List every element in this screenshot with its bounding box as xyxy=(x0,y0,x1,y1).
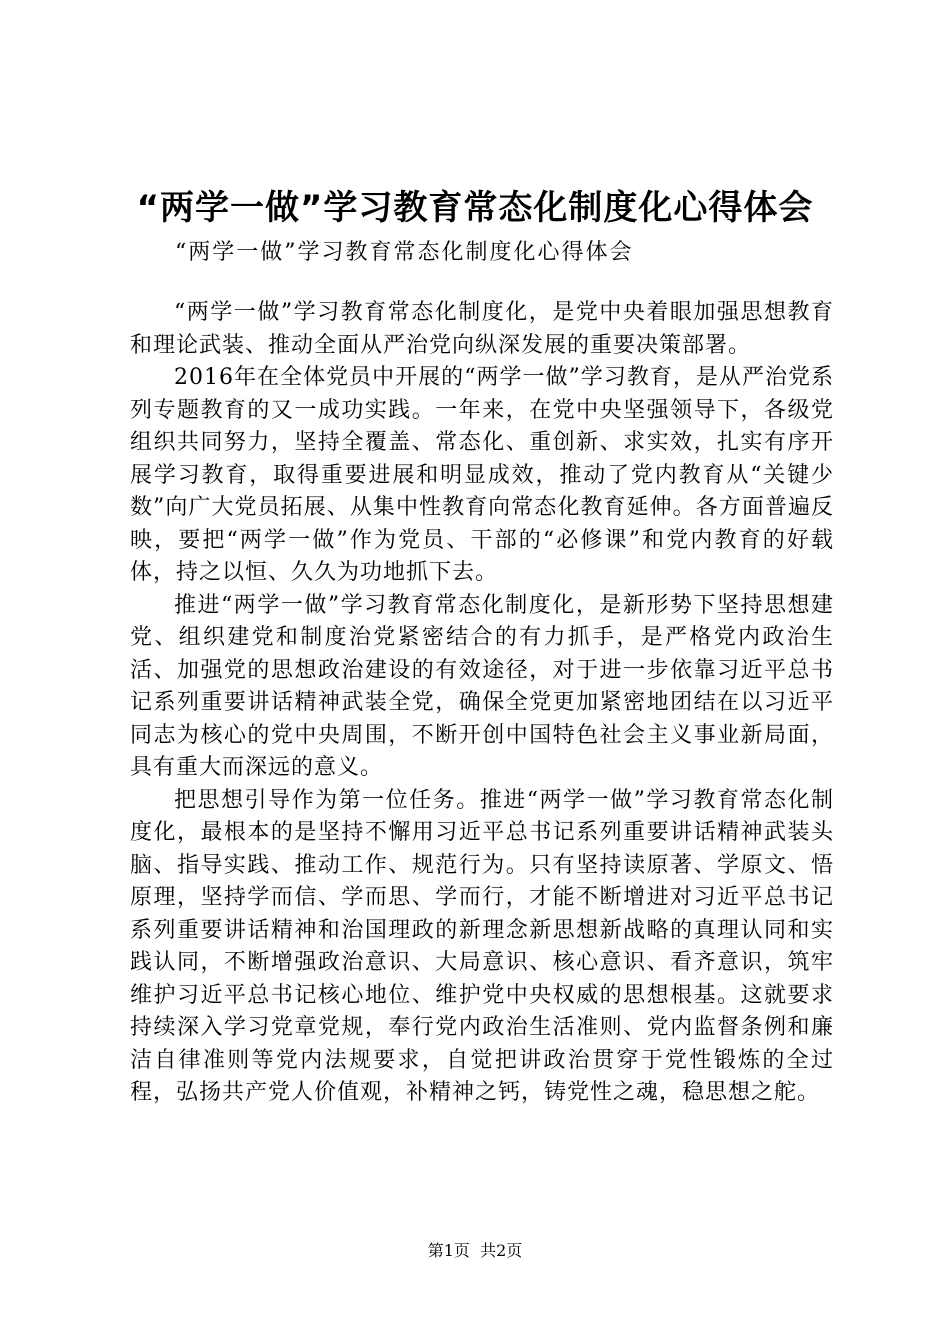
document-body xyxy=(130,297,834,1110)
paragraph: “两学一做”学习教育常态化制度化，是党中央着眼加强思想教育和理论武装、推动全面从严治党向纵深发展的重要决策部署。 xyxy=(130,300,834,358)
document-title: “两学一做”学习教育常态化制度化心得体会 xyxy=(136,188,814,228)
paragraph: 把思想引导作为第一位任务。推进“两学一做”学习教育常态化制度化，最根本的是坚持不懈用习近平总书记系列重要讲话精神武装头脑、指导实践、推动工作、规范行为。只有坚持读原著、学原文、悟原理，坚持学而信、学而思、学而行，才能不断增进对习近平总书记系列重要讲话精神和治国理政的新理念新思想新战略的真理认同和实践认同，不断增强政治意识、大局意识、核心意识、看齐意识，筑牢维护习近平总书记核心地位、维护党中央权威的思想根基。这就要求持续深入学习党章党规，奉行党内政治生活准则、党内监督条例和廉洁自律准则等党内法规要求，自觉把讲政治贯穿于党性锻炼的全过程，弘扬共产党人价值观，补精神之钙，铸党性之魂，稳思想之舵。 xyxy=(130,787,834,1105)
paragraph: 推进“两学一做”学习教育常态化制度化，是新形势下坚持思想建党、组织建党和制度治党紧密结合的有力抓手，是严格党内政治生活、加强党的思想政治建设的有效途径，对于进一步依靠习近平总书记系列重要讲话精神武装全党，确保全党更加紧密地团结在以习近平同志为核心的党中央周围，不断开创中国特色社会主义事业新局面，具有重大而深远的意义。 xyxy=(130,592,834,780)
paragraph: 2016年在全体党员中开展的“两学一做”学习教育，是从严治党系列专题教育的又一成功实践。一年来，在党中央坚强领导下，各级党组织共同努力，坚持全覆盖、常态化、重创新、求实效，扎实有序开展学习教育，取得重要进展和明显成效，推动了党内教育从“关键少数”向广大党员拓展、从集中性教育向常态化教育延伸。各方面普遍反映，要把“两学一做”作为党员、干部的“必修课”和党内教育的好载体，持之以恒、久久为功地抓下去。 xyxy=(130,365,834,585)
page-number-footer: 第1页 共2页 xyxy=(427,1241,523,1260)
document-subtitle: “两学一做”学习教育常态化制度化心得体会 xyxy=(175,240,634,265)
